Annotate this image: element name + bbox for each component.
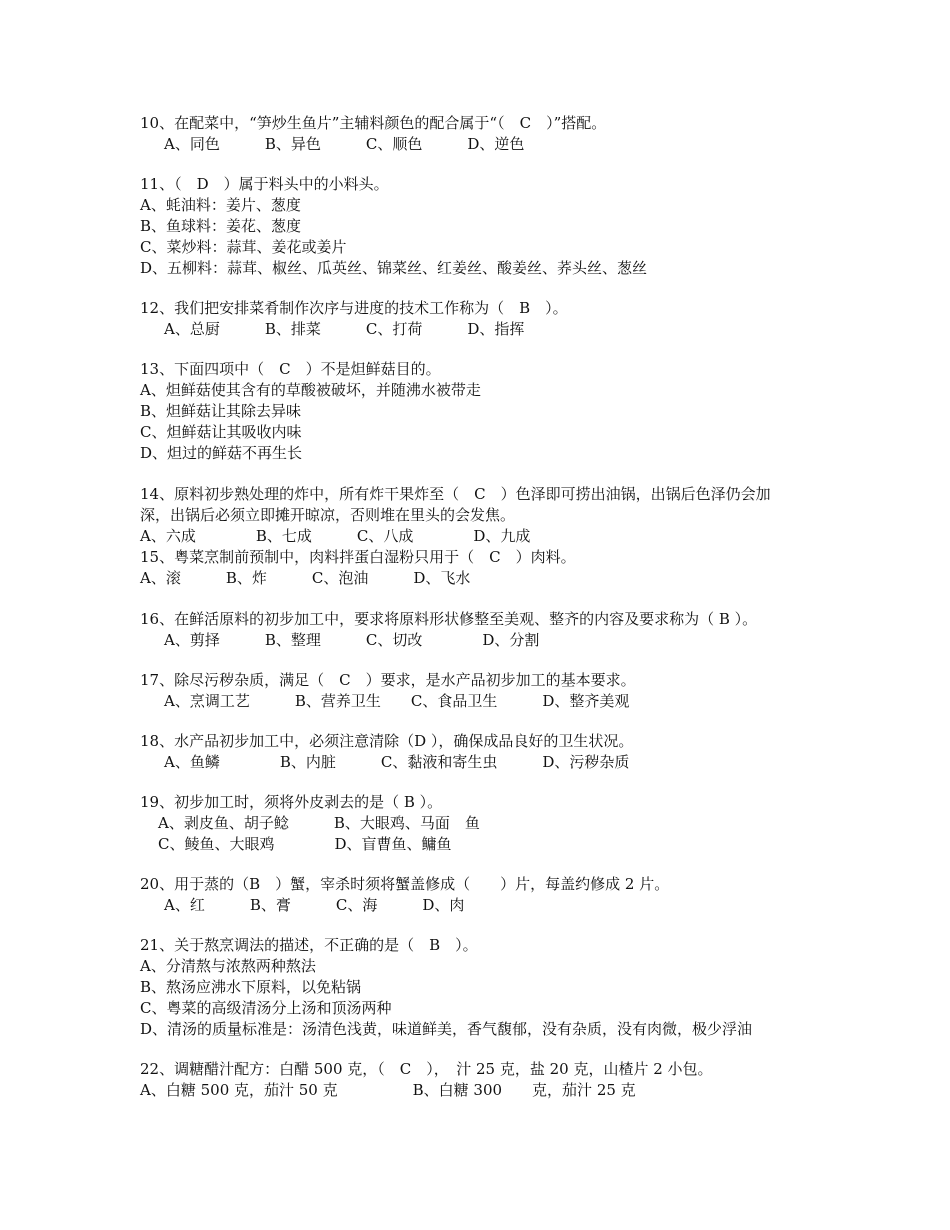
q13-stem: 13、下面四项中（ C ）不是炟鲜菇目的。 [140,360,441,378]
q13-option-b: B、炟鲜菇让其除去异味 [140,402,302,420]
q18-stem: 18、水产品初步加工中，必须注意清除（D ），确保成品良好的卫生状况。 [140,732,634,750]
q21-option-c: C、粤菜的高级清汤分上汤和顶汤两种 [140,999,392,1017]
q13-option-c: C、炟鲜菇让其吸收内味 [140,423,302,441]
q14-options: A、六成 B、七成 C、八成 D、九成 [140,527,531,545]
q11-stem: 11、（ D ）属于料头中的小料头。 [140,175,389,193]
q11-option-a: A、蚝油料：姜片、葱度 [140,196,301,214]
q21-option-d: D、清汤的质量标准是：汤清色浅黄，味道鲜美，香气馥郁，没有杂质，没有肉微，极少浮油 [140,1020,753,1038]
q22-options: A、白糖 500 克，茄汁 50 克 B、白糖 300 克，茄汁 25 克 [140,1081,636,1099]
q19-options-cd: C、鲮鱼、大眼鸡 D、盲曹鱼、鳙鱼 [158,835,452,853]
q22-stem: 22、调糖醋汁配方：白醋 500 克，（ C ）， 汁 25 克，盐 20 克，山楂片 2 小包。 [140,1060,713,1078]
q11-option-b: B、鱼球料：姜花、葱度 [140,217,302,235]
q14-stem-line2: 深，出锅后必须立即摊开晾凉，否则堆在里头的会发焦。 [140,506,516,524]
q18-options: A、鱼鳞 B、内脏 C、黏液和寄生虫 D、污秽杂质 [164,753,630,771]
q21-option-b: B、熬汤应沸水下原料，以免粘锅 [140,978,362,996]
q21-option-a: A、分清熬与浓熬两种熬法 [140,957,316,975]
q20-stem: 20、用于蒸的（B ）蟹，宰杀时须将蟹盖修成（ ）片，每盖约修成 2 片。 [140,875,670,893]
q15-stem: 15、粤菜烹制前预制中，肉料拌蛋白湿粉只用于（ C ）肉料。 [140,548,576,566]
q21-stem: 21、关于熬烹调法的描述，不正确的是（ B ）。 [140,936,478,954]
q15-options: A、滚 B、炸 C、泡油 D、飞水 [140,569,471,587]
q11-option-c: C、菜炒料：蒜茸、姜花或姜片 [140,238,347,256]
q14-stem-line1: 14、原料初步熟处理的炸中，所有炸干果炸至（ C ）色泽即可捞出油锅，出锅后色泽仍会加 [140,485,771,503]
q13-option-a: A、炟鲜菇使其含有的草酸被破坏，并随沸水被带走 [140,381,481,399]
q12-options: A、总厨 B、排菜 C、打荷 D、指挥 [164,320,525,338]
q10-options: A、同色 B、异色 C、顺色 D、逆色 [164,135,525,153]
q16-options: A、剪择 B、整理 C、切改 D、分割 [164,631,540,649]
q13-option-d: D、炟过的鲜菇不再生长 [140,444,303,462]
q19-stem: 19、初步加工时，须将外皮剥去的是（ B ）。 [140,793,443,811]
q20-options: A、红 B、膏 C、海 D、肉 [164,896,465,914]
q17-stem: 17、除尽污秽杂质，满足（ C ）要求，是水产品初步加工的基本要求。 [140,671,636,689]
q12-stem: 12、我们把安排菜肴制作次序与进度的技术工作称为（ B ）。 [140,299,568,317]
q17-options: A、烹调工艺 B、营养卫生 C、食品卫生 D、整齐美观 [164,692,630,710]
q11-option-d: D、五柳料：蒜茸、椒丝、瓜英丝、锦菜丝、红姜丝、酸姜丝、荞头丝、葱丝 [140,259,648,277]
q19-options-ab: A、剥皮鱼、胡子鲶 B、大眼鸡、马面 鱼 [158,814,480,832]
q10-stem: 10、在配菜中，“笋炒生鱼片”主辅料颜色的配合属于“（ C ）”搭配。 [140,114,607,132]
q16-stem: 16、在鲜活原料的初步加工中，要求将原料形状修整至美观、整齐的内容及要求称为（ B ）。 [140,610,758,628]
